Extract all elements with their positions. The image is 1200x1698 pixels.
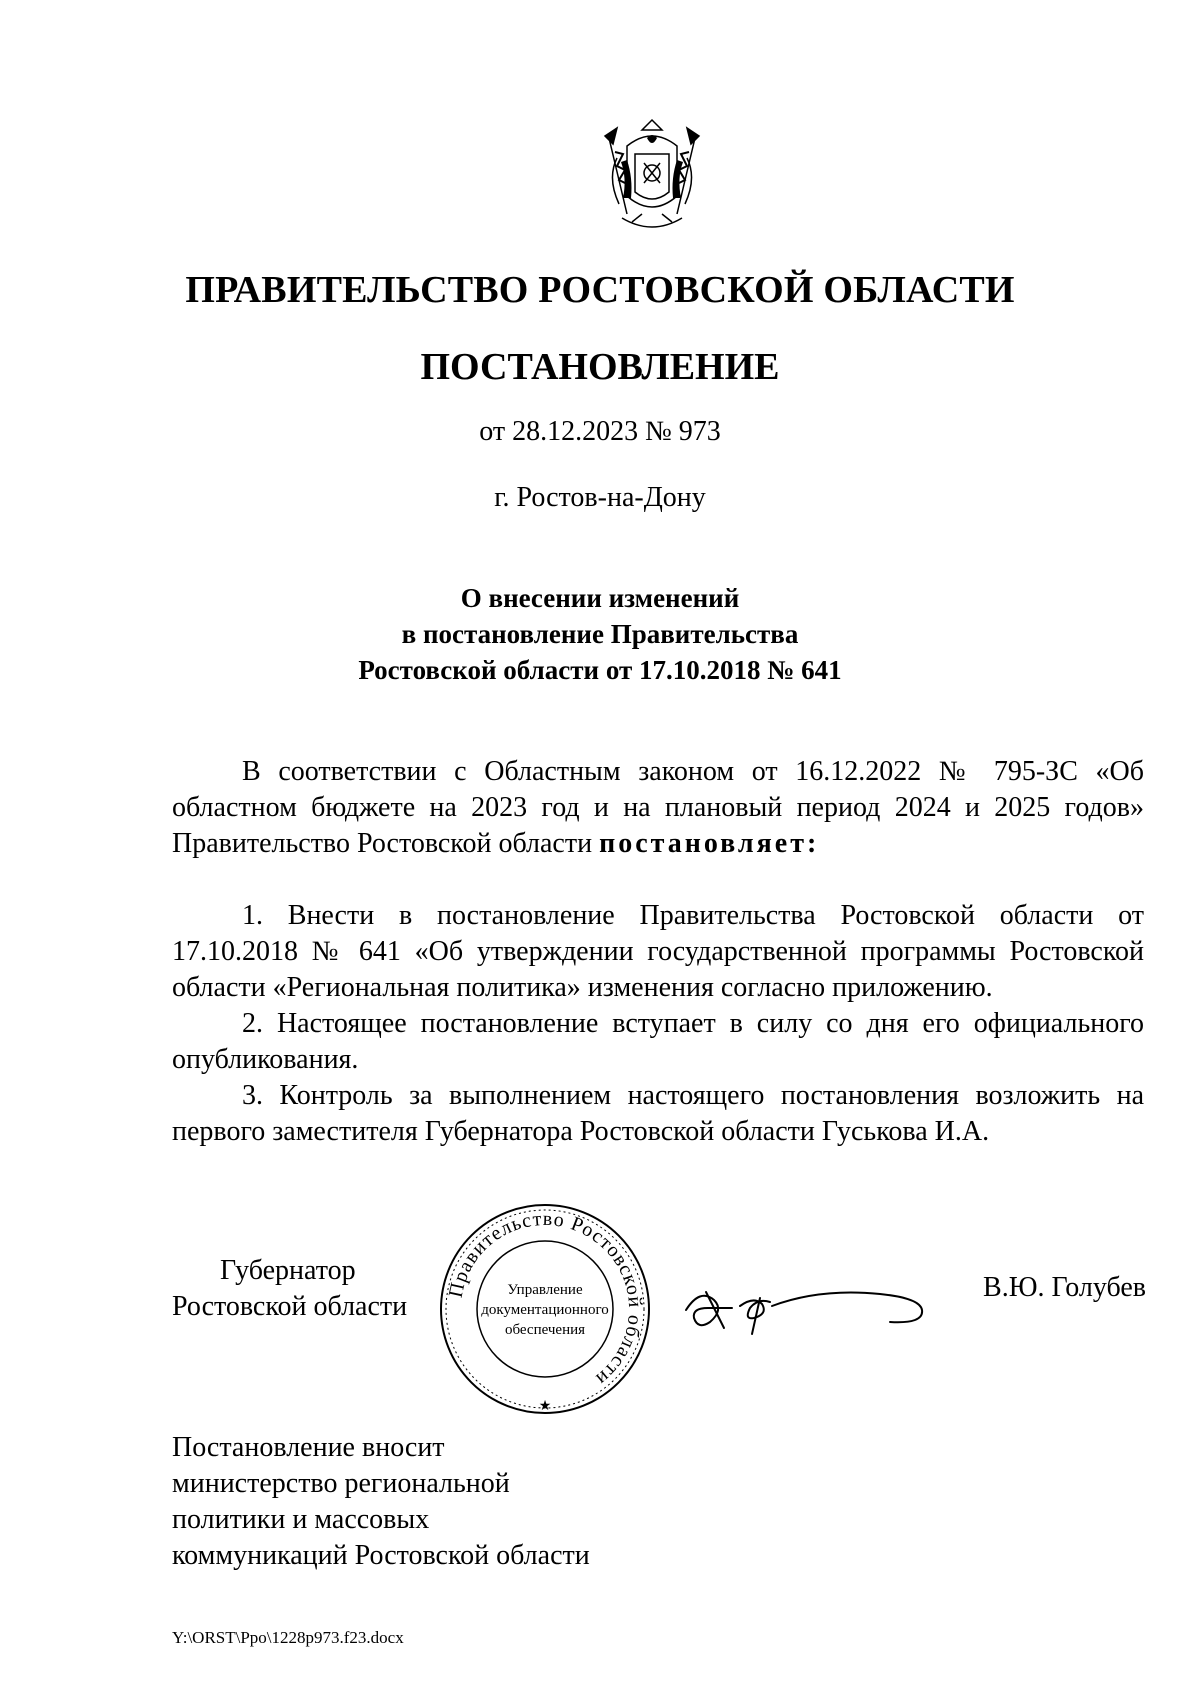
submitted-line: коммуникаций Ростовской области — [172, 1540, 590, 1571]
organization-title: ПРАВИТЕЛЬСТВО РОСТОВСКОЙ ОБЛАСТИ — [185, 269, 1015, 311]
stamp-center-line: обеспечения — [504, 1322, 586, 1338]
stamp-star-icon: ★ — [538, 1399, 552, 1414]
subject-line: Ростовской области от 17.10.2018 № 641 — [358, 655, 842, 685]
preamble-text: В соответствии с Областным законом от 16.12.2022 № 795-ЗС «Об областном бюджете на 2023 год и на плановый период 2024 и 2025 годов» Правительство Ростовской области — [172, 756, 1144, 859]
submitted-line: министерство региональной — [172, 1468, 510, 1499]
handwritten-signature — [680, 1268, 930, 1348]
item-text: 3. Контроль за выполнением настоящего постановления возложить на первого заместителя Губернатора Ростовской области Гуськова И.А. — [172, 1080, 1144, 1147]
signatory-position — [172, 1253, 407, 1325]
item-text: 1. Внести в постановление Правительства Ростовской области от 17.10.2018 № 641 «Об утверждении государственной программы Ростовской области «Региональная политика» изменения согласно приложению. — [172, 900, 1144, 1003]
preamble-paragraph — [172, 754, 1144, 862]
stamp-ring-text-path: Правительство Ростовской области — [444, 1207, 647, 1391]
file-path: Y:\ORST\Ppo\1228p973.f23.docx — [172, 1628, 404, 1647]
document-type: ПОСТАНОВЛЕНИЕ — [420, 346, 780, 388]
item-paragraph-2 — [172, 1006, 1144, 1078]
item-paragraph-1 — [172, 898, 1144, 1006]
coat-of-arms-emblem — [597, 118, 707, 240]
document-city: г. Ростов-на-Дону — [494, 482, 706, 513]
item-paragraph-3 — [172, 1078, 1144, 1150]
submitted-line: Постановление вносит — [172, 1432, 445, 1463]
item-text: 2. Настоящее постановление вступает в силу со дня его официального опубликования. — [172, 1008, 1144, 1075]
submitted-by-note — [172, 1430, 590, 1574]
position-line: Губернатор — [220, 1255, 356, 1286]
subject-line: в постановление Правительства — [401, 619, 799, 649]
stamp-center-line: документационного — [481, 1302, 609, 1318]
preamble-keyword: постановляет: — [599, 828, 820, 859]
subject-line: О внесении изменений — [460, 583, 740, 613]
stamp-ring-text — [445, 1208, 646, 1390]
signer-name: В.Ю. Голубев — [983, 1272, 1146, 1303]
stamp-center-line: Управление — [507, 1282, 583, 1298]
document-subject — [0, 580, 1200, 688]
submitted-line: политики и массовых — [172, 1504, 430, 1535]
position-line: Ростовской области — [172, 1291, 408, 1322]
official-stamp — [436, 1200, 654, 1418]
document-date-number: от 28.12.2023 № 973 — [479, 416, 721, 447]
